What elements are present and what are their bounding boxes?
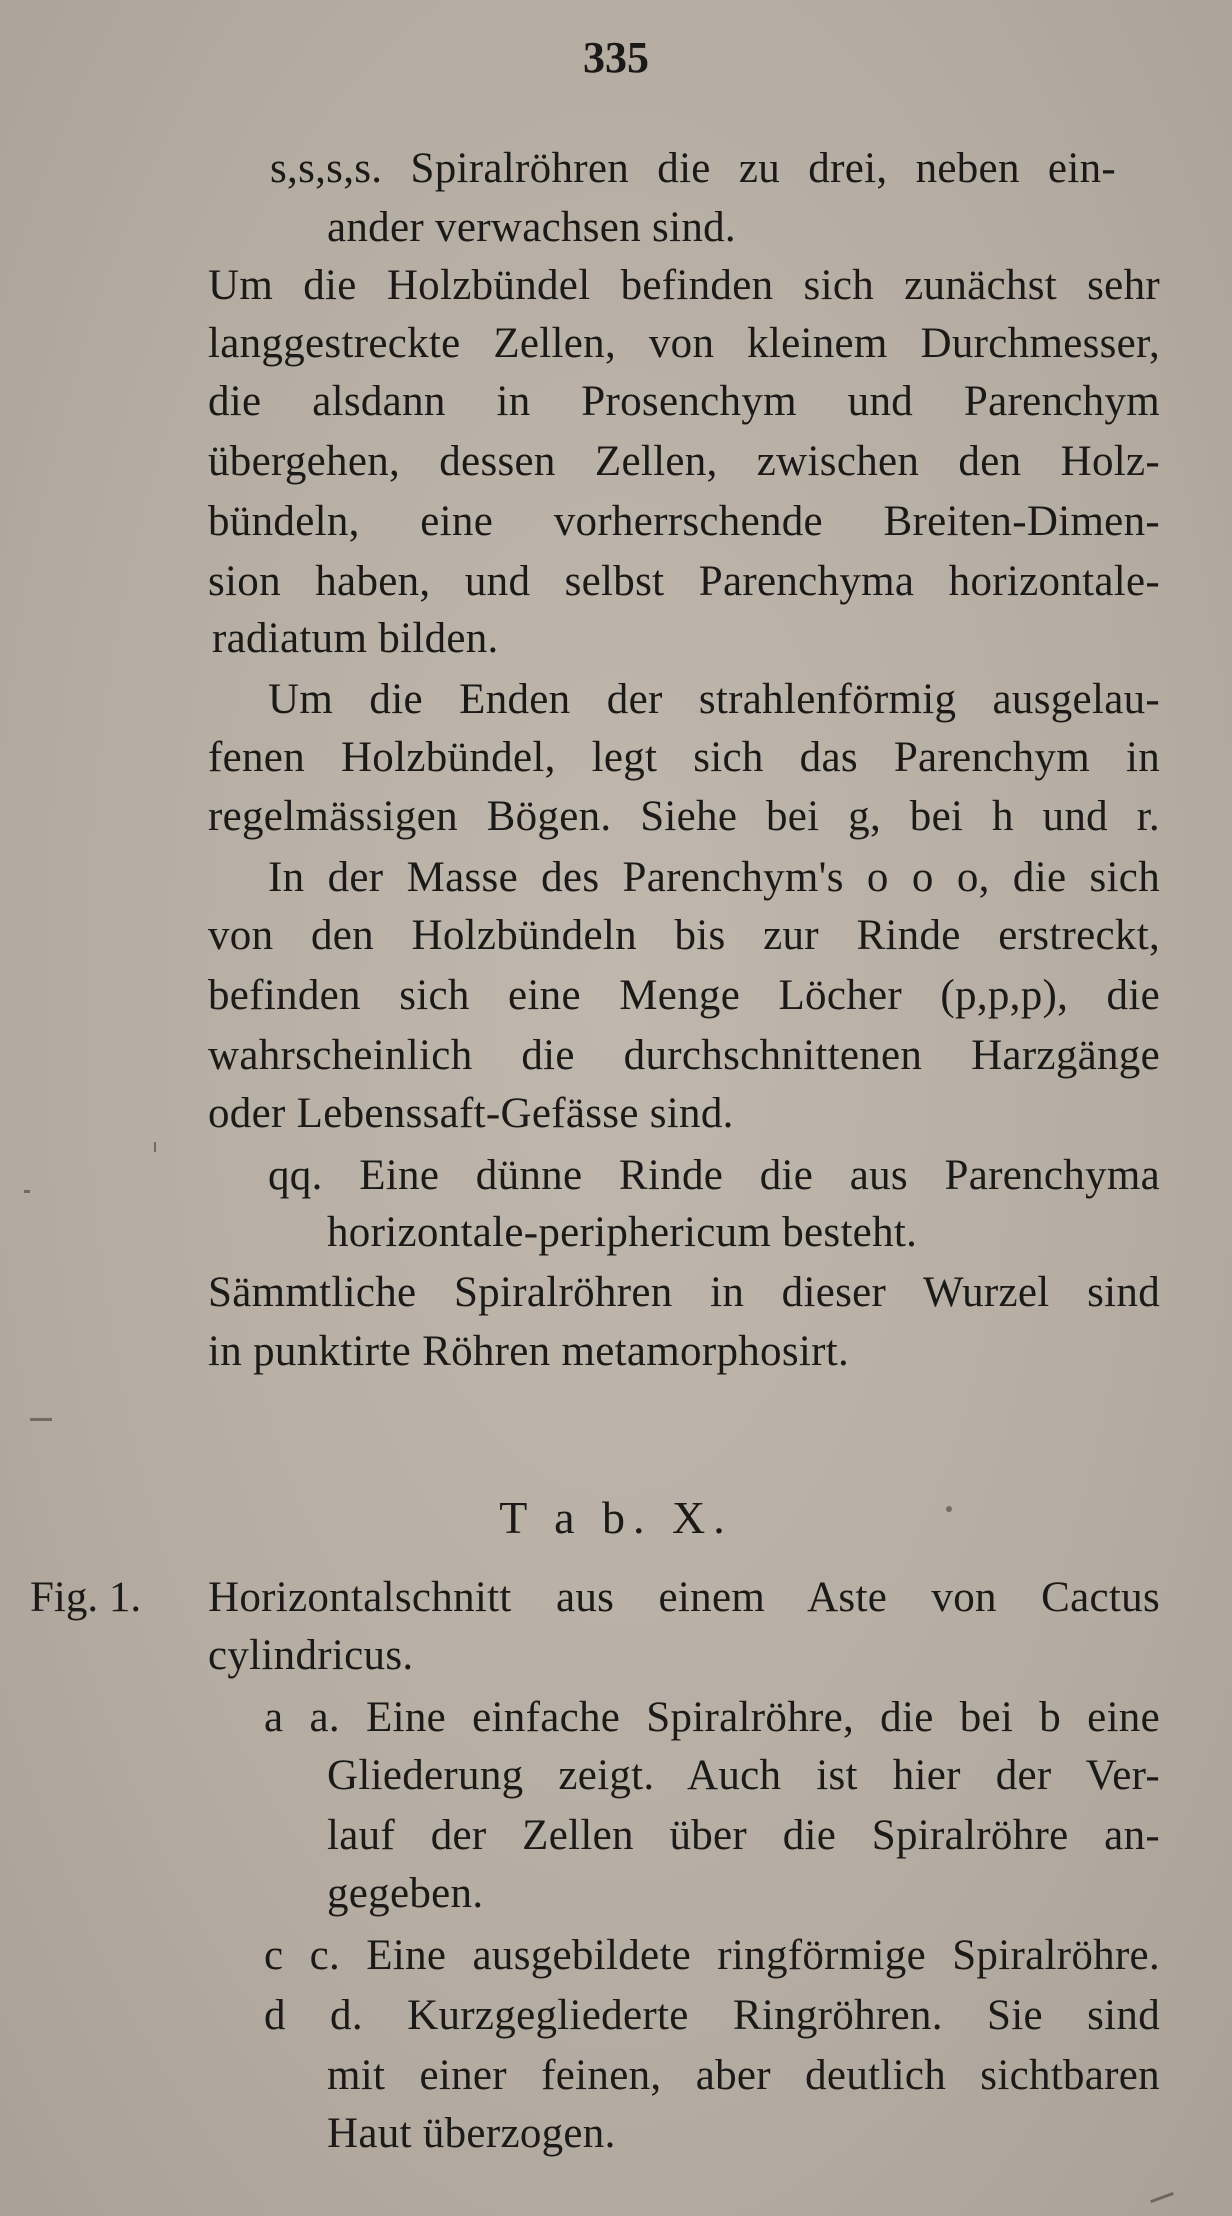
- text-line: Sämmtliche Spiralröhren in dieser Wurzel sind: [208, 1269, 1160, 1316]
- paper-speck: [1150, 2192, 1174, 2203]
- text-line: horizontale-periphericum besteht.: [327, 1209, 918, 1256]
- text-line: a a. Eine einfache Spiralröhre, die bei b eine: [264, 1694, 1160, 1741]
- text-line: bündeln, eine vorherrschende Breiten-Dimen-: [208, 498, 1160, 545]
- text-line: lauf der Zellen über die Spiralröhre an-: [327, 1812, 1160, 1859]
- text-line: radiatum bilden.: [212, 615, 499, 662]
- text-line: in punktirte Röhren metamorphosirt.: [208, 1328, 850, 1375]
- text-line: Um die Enden der strahlenförmig ausgelau-: [268, 676, 1160, 723]
- text-line: qq. Eine dünne Rinde die aus Parenchyma: [268, 1152, 1160, 1199]
- text-line: c c. Eine ausgebildete ringförmige Spiralröhre.: [264, 1932, 1160, 1979]
- text-line: d d. Kurzgegliederte Ringröhren. Sie sind: [264, 1992, 1160, 2039]
- text-line: Horizontalschnitt aus einem Aste von Cactus: [208, 1574, 1160, 1621]
- paper-speck: [946, 1506, 952, 1512]
- text-line: gegeben.: [327, 1870, 484, 1917]
- text-line: die alsdann in Prosenchym und Parenchym: [208, 378, 1160, 425]
- text-line: wahrscheinlich die durchschnittenen Harzgänge: [208, 1032, 1160, 1079]
- figure-label: Fig. 1.: [30, 1574, 142, 1621]
- text-line: Um die Holzbündel befinden sich zunächst sehr: [208, 262, 1160, 309]
- text-line: cylindricus.: [208, 1632, 414, 1679]
- text-line: von den Holzbündeln bis zur Rinde erstreckt,: [208, 912, 1160, 959]
- text-line: sion haben, und selbst Parenchyma horizontale-: [208, 558, 1160, 605]
- text-line: Haut überzogen.: [327, 2110, 616, 2157]
- page-number: 335: [583, 33, 649, 82]
- text-line: Gliederung zeigt. Auch ist hier der Ver-: [327, 1752, 1160, 1799]
- text-line: fenen Holzbündel, legt sich das Parenchym in: [208, 734, 1160, 781]
- paper-speck: [24, 1190, 30, 1193]
- text-line: In der Masse des Parenchym's o o o, die sich: [268, 854, 1160, 901]
- text-line: oder Lebenssaft-Gefässe sind.: [208, 1090, 734, 1137]
- text-line: s,s,s,s. Spiralröhren die zu drei, neben ein-: [270, 145, 1116, 192]
- paper-speck: [30, 1418, 52, 1421]
- text-line: langgestreckte Zellen, von kleinem Durchmesser,: [208, 320, 1160, 367]
- text-line: übergehen, dessen Zellen, zwischen den Holz-: [208, 438, 1160, 485]
- section-heading: T a b. X.: [499, 1492, 733, 1543]
- paper-speck: [154, 1142, 156, 1152]
- text-line: regelmässigen Bögen. Siehe bei g, bei h und r.: [208, 793, 1160, 840]
- text-line: ander verwachsen sind.: [327, 204, 736, 251]
- text-line: befinden sich eine Menge Löcher (p,p,p), die: [208, 972, 1160, 1019]
- text-line: mit einer feinen, aber deutlich sichtbaren: [327, 2052, 1160, 2099]
